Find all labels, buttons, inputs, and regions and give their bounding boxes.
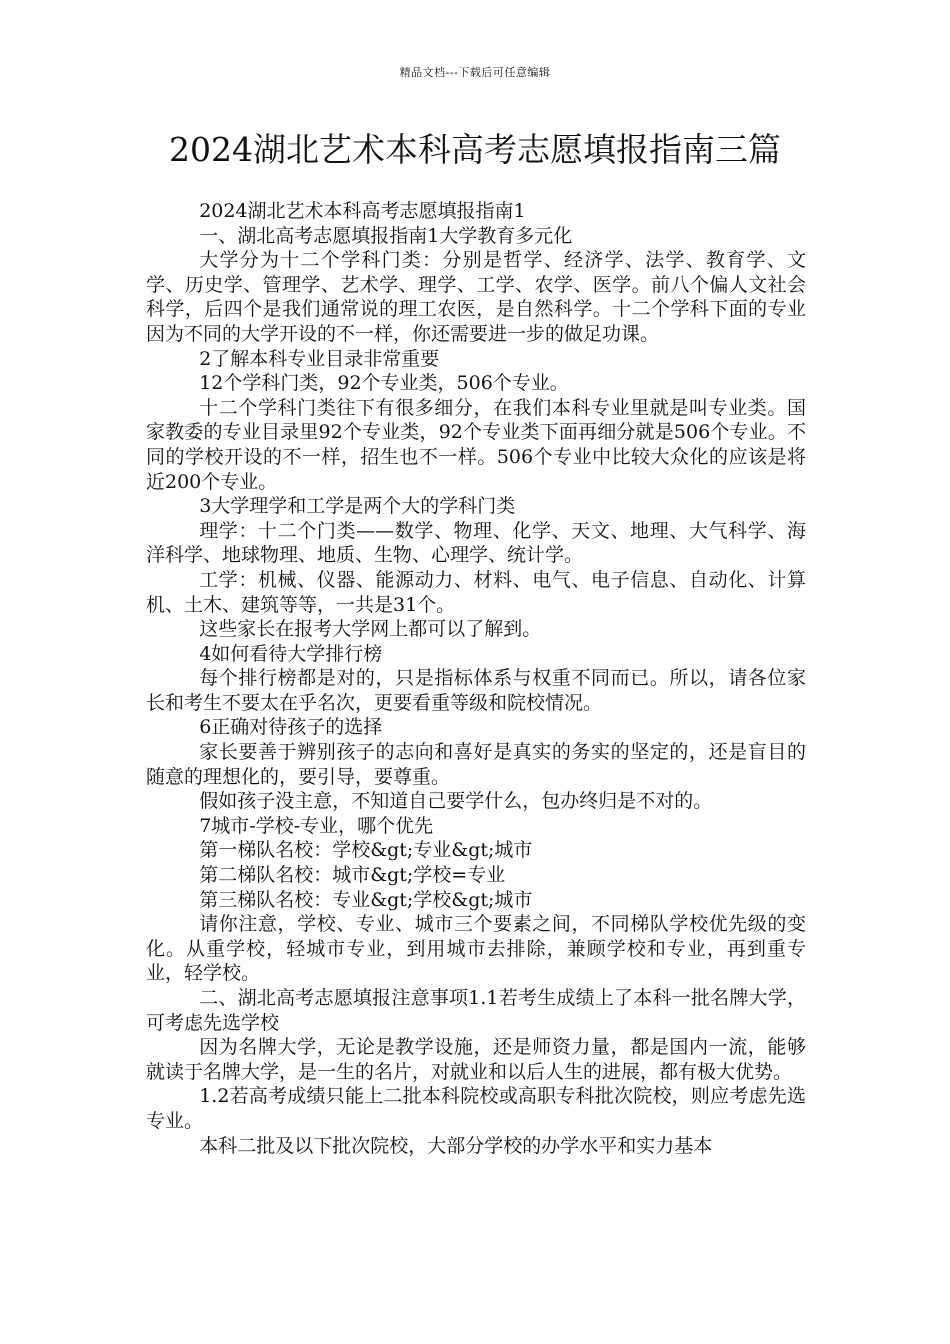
list-item: 第三梯队名校：专业&gt;学校&gt;城市 <box>199 888 533 911</box>
paragraph: 2024湖北艺术本科高考志愿填报指南1 <box>199 200 526 222</box>
subsection-heading: 3大学理学和工学是两个大的学科门类 <box>199 495 516 518</box>
subsection-heading: 2了解本科专业目录非常重要 <box>199 347 440 370</box>
list-item: 第一梯队名校：学校&gt;专业&gt;城市 <box>199 839 533 862</box>
paragraph: 12个学科门类，92个专业类，506个专业。 <box>199 372 569 395</box>
subsection-heading: 4如何看待大学排行榜 <box>199 642 383 665</box>
document-title: 2024湖北艺术本科高考志愿填报指南三篇 <box>169 130 781 169</box>
subsection-heading: 7城市-学校-专业，哪个优先 <box>199 814 434 837</box>
list-item: 第二梯队名校：城市&gt;学校=专业 <box>199 864 506 887</box>
paragraph: 假如孩子没主意，不知道自己要学什么，包办终归是不对的。 <box>199 790 713 813</box>
paragraph: 请你注意，学校、专业、城市三个要素之间，不同梯队学校优先级的变化。从重学校，轻城市专业，到用城市去排除，兼顾学校和专业，再到重专业，轻学校。 <box>146 913 806 985</box>
paragraph: 家长要善于辨别孩子的志向和喜好是真实的务实的坚定的，还是盲目的随意的理想化的，要引导，要尊重。 <box>146 741 806 788</box>
document-body <box>146 199 806 1158</box>
paragraph: 本科二批及以下批次院校，大部分学校的办学水平和实力基本 <box>199 1134 713 1157</box>
paragraph: 1.2若高考成绩只能上二批本科院校或高职专科批次院校，则应考虑先选专业。 <box>146 1085 806 1132</box>
paragraph: 工学：机械、仪器、能源动力、材料、电气、电子信息、自动化、计算机、土木、建筑等等，一共是31个。 <box>146 568 806 616</box>
paragraph: 大学分为十二个学科门类：分别是哲学、经济学、法学、教育学、文学、历史学、管理学、艺术学、理学、工学、农学、医学。前八个偏人文社会科学，后四个是我们通常说的理工农医，是自然科学。十二个学科下面的专业因为不同的大学开设的不一样，你还需要进一步的做足功课。 <box>146 249 806 345</box>
paragraph: 十二个学科门类往下有很多细分，在我们本科专业里就是叫专业类。国家教委的专业目录里92个专业类，92个专业类下面再细分就是506个专业。不同的学校开设的不一样，招生也不一样。506个专业中比较大众化的应该是将近200个专业。 <box>146 396 806 493</box>
paragraph: 理学：十二个门类——数学、物理、化学、天文、地理、大气科学、海洋科学、地球物理、地质、生物、心理学、统计学。 <box>146 519 806 567</box>
section-heading: 二、湖北高考志愿填报注意事项1.1若考生成绩上了本科一批名牌大学，可考虑先选学校 <box>146 987 806 1034</box>
subsection-heading: 6正确对待孩子的选择 <box>199 716 383 739</box>
section-heading: 一、湖北高考志愿填报指南1大学教育多元化 <box>199 224 573 247</box>
header-note: 精品文档---下载后可任意编辑 <box>399 66 551 79</box>
paragraph: 因为名牌大学，无论是教学设施，还是师资力量，都是国内一流，能够就读于名牌大学，是一生的名片，对就业和以后人生的进展，都有极大优势。 <box>146 1036 806 1083</box>
paragraph: 这些家长在报考大学网上都可以了解到。 <box>199 618 542 641</box>
paragraph: 每个排行榜都是对的，只是指标体系与权重不同而已。所以，请各位家长和考生不要太在乎名次，更要看重等级和院校情况。 <box>146 667 806 714</box>
